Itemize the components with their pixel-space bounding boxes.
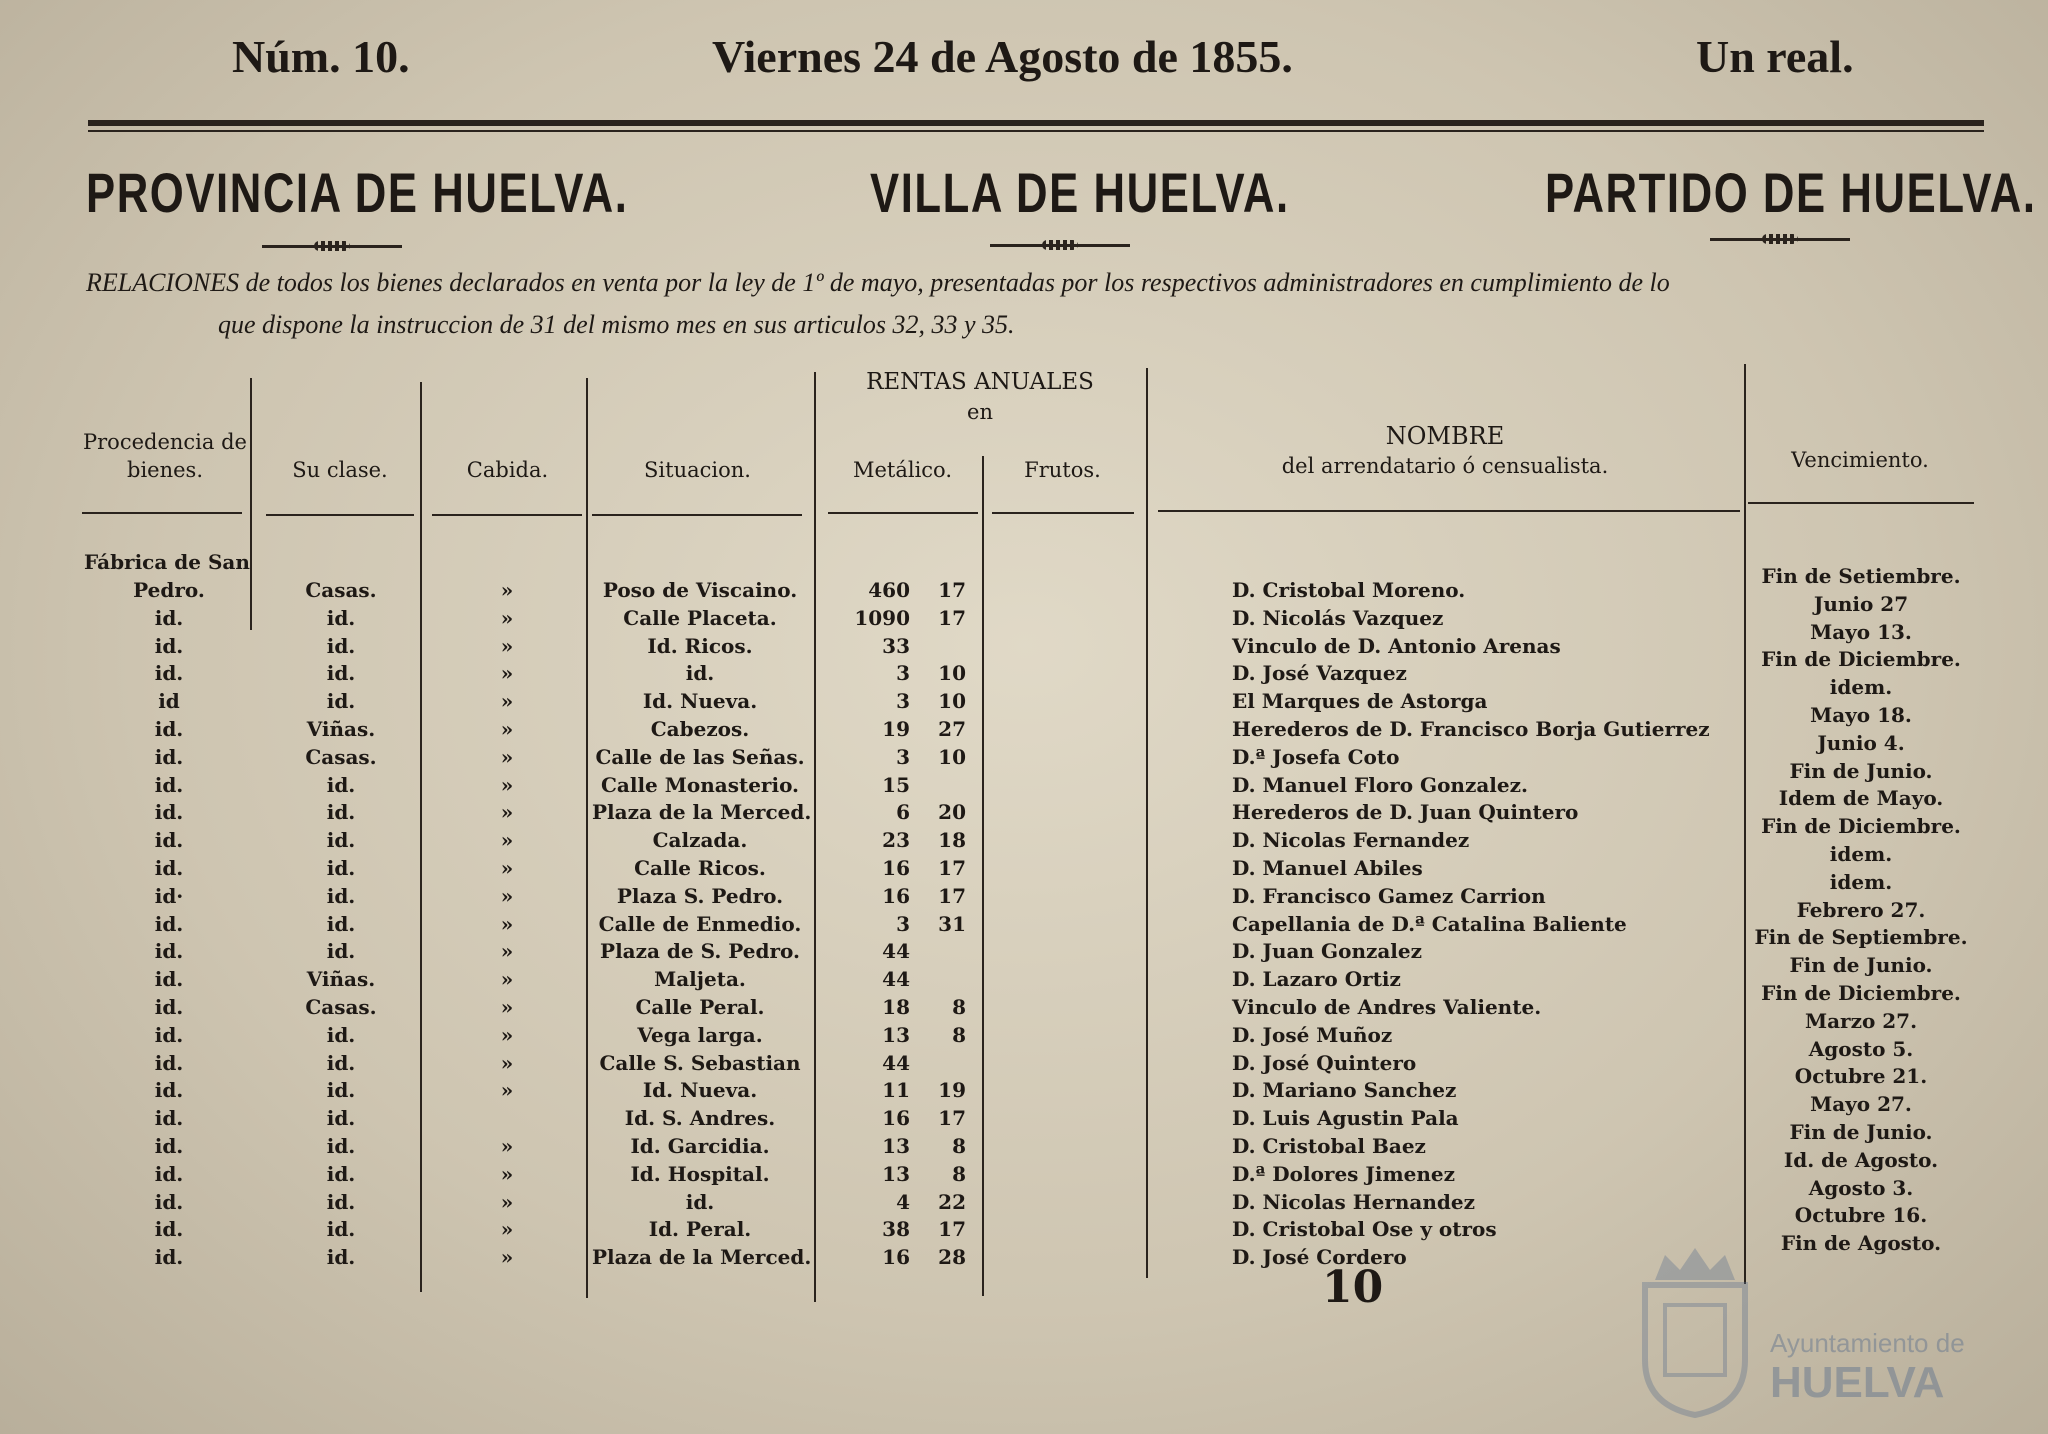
cell-metalico-cents: 8 <box>952 995 966 1019</box>
cell-clase: Casas. <box>305 995 377 1019</box>
cell-clase: id. <box>326 633 356 658</box>
cell-vencimiento: Id. de Agosto. <box>1783 1147 1939 1172</box>
cell-nombre: D. Cristobal Ose y otros <box>1232 1217 1497 1242</box>
header-nombre-sub: del arrendatario ó censualista. <box>1281 454 1609 478</box>
cell-vencimiento: Fin de Junio. <box>1789 1120 1933 1144</box>
cell-metalico-cents: 17 <box>938 578 966 602</box>
cell-clase: id. <box>326 828 356 853</box>
cell-metalico-reales: 13 <box>882 1161 910 1186</box>
cell-metalico-cents: 17 <box>938 1106 966 1131</box>
cell-clase: Viñas. <box>306 967 376 992</box>
cell-situacion: Plaza de la Merced. <box>592 1245 812 1270</box>
cell-metalico-reales: 16 <box>882 1106 910 1131</box>
cell-vencimiento: Octubre 16. <box>1794 1203 1928 1228</box>
cell-procedencia: id. <box>154 828 184 853</box>
cell-procedencia: id. <box>154 856 184 880</box>
cell-nombre: D. Mariano Sanchez <box>1232 1078 1457 1103</box>
cell-vencimiento: Junio 4. <box>1817 730 1905 755</box>
cell-metalico-cents: 10 <box>938 661 966 686</box>
cell-situacion: Plaza de S. Pedro. <box>600 939 800 964</box>
cell-metalico-reales: 13 <box>882 1134 910 1158</box>
cell-metalico-reales: 33 <box>882 633 910 658</box>
cell-metalico-reales: 16 <box>882 856 910 880</box>
cell-procedencia: id. <box>154 1245 184 1270</box>
cell-situacion: Vega larga. <box>637 1022 763 1047</box>
issue-date: Viernes 24 de Agosto de 1855. <box>712 31 1293 82</box>
cell-metalico-reales: 19 <box>882 717 910 741</box>
cell-metalico-reales: 3 <box>896 661 910 686</box>
cell-cabida: » <box>500 633 514 658</box>
cell-nombre: D. José Muñoz <box>1232 1022 1393 1047</box>
cell-cabida: » <box>500 883 514 908</box>
cell-metalico-cents: 10 <box>938 689 966 714</box>
cell-procedencia: id. <box>154 939 184 964</box>
header-underline <box>266 514 414 516</box>
cell-vencimiento: Fin de Junio. <box>1789 953 1933 978</box>
cell-clase: id. <box>326 800 356 825</box>
cell-metalico-reales: 3 <box>896 911 910 936</box>
column-rule <box>1146 368 1148 1278</box>
cell-procedencia: id. <box>154 1078 184 1103</box>
cell-vencimiento: Fin de Septiembre. <box>1754 925 1968 950</box>
header-situacion: Situacion. <box>644 458 751 482</box>
cell-nombre: D. José Cordero <box>1232 1245 1407 1270</box>
cell-situacion: Id. S. Andres. <box>624 1106 776 1131</box>
cell-clase: Viñas. <box>306 717 376 741</box>
cell-metalico-cents: 17 <box>938 883 966 908</box>
cell-procedencia: id. <box>154 633 184 658</box>
cell-nombre: D. José Vazquez <box>1232 661 1407 686</box>
cell-situacion: Calle Placeta. <box>623 605 777 630</box>
cell-cabida: » <box>500 1134 514 1158</box>
page-number: 10 <box>1322 1262 1384 1313</box>
cell-situacion: id. <box>685 1189 715 1214</box>
cell-nombre: D. Manuel Floro Gonzalez. <box>1232 772 1528 797</box>
cell-nombre: D. Luis Agustin Pala <box>1232 1106 1459 1131</box>
cell-vencimiento: Fin de Diciembre. <box>1761 814 1961 839</box>
cell-nombre: D. Nicolás Vazquez <box>1232 605 1444 630</box>
cell-nombre: D. Francisco Gamez Carrion <box>1232 883 1546 908</box>
cell-situacion: Calle de las Señas. <box>595 744 805 769</box>
cell-nombre: D. Juan Gonzalez <box>1232 939 1422 964</box>
cell-nombre: Vinculo de D. Antonio Arenas <box>1232 633 1561 658</box>
cell-procedencia: id <box>158 689 180 714</box>
cell-situacion: Calzada. <box>652 828 748 853</box>
cell-cabida: » <box>500 967 514 992</box>
cell-procedencia: id. <box>154 1161 184 1186</box>
cell-cabida: » <box>500 856 514 880</box>
cell-situacion: Id. Nueva. <box>642 1078 758 1103</box>
watermark-line-2: HUELVA <box>1770 1358 1945 1407</box>
column-rule <box>420 382 422 1292</box>
cell-metalico-cents: 31 <box>938 911 966 936</box>
cell-vencimiento: Junio 27 <box>1813 591 1909 616</box>
cell-clase: Casas. <box>305 744 377 769</box>
header-underline <box>432 514 582 516</box>
cell-clase: id. <box>326 911 356 936</box>
cell-nombre: D. José Quintero <box>1232 1050 1417 1075</box>
cell-procedencia: id. <box>154 1022 184 1047</box>
watermark-line-1: Ayuntamiento de <box>1770 1328 1965 1358</box>
cell-metalico-reales: 44 <box>882 939 910 964</box>
cell-clase: id. <box>326 661 356 686</box>
cell-situacion: Calle S. Sebastian <box>599 1050 801 1075</box>
cell-cabida: » <box>500 717 514 741</box>
cell-situacion: Cabezos. <box>650 717 750 741</box>
cell-situacion: Calle Peral. <box>635 995 765 1019</box>
cell-procedencia: id. <box>154 800 184 825</box>
header-underline <box>992 512 1134 514</box>
cell-metalico-reales: 3 <box>896 689 910 714</box>
cell-nombre: Vinculo de Andres Valiente. <box>1232 995 1542 1019</box>
title-provincia: PROVINCIA DE HUELVA. <box>86 161 629 224</box>
cell-metalico-cents: 17 <box>938 856 966 880</box>
cell-nombre: D. Nicolas Fernandez <box>1232 828 1470 853</box>
cell-vencimiento: idem. <box>1829 842 1893 866</box>
cell-vencimiento: Mayo 27. <box>1810 1092 1912 1117</box>
cell-nombre: Herederos de D. Juan Quintero <box>1232 800 1579 825</box>
ornament-center <box>990 244 1130 247</box>
cell-vencimiento: Marzo 27. <box>1804 1008 1918 1033</box>
header-vencimiento: Vencimiento. <box>1791 448 1929 472</box>
cell-cabida: » <box>500 772 514 797</box>
cell-metalico-reales: 460 <box>868 578 910 602</box>
cell-metalico-reales: 11 <box>882 1078 910 1103</box>
header-cabida: Cabida. <box>466 458 549 482</box>
cell-situacion: id. <box>685 661 715 686</box>
cell-metalico-reales: 44 <box>882 1050 910 1075</box>
cell-procedencia: id. <box>154 661 184 686</box>
cell-vencimiento: Agosto 3. <box>1808 1175 1914 1200</box>
cell-situacion: Calle Ricos. <box>634 856 766 880</box>
cell-nombre: D. Nicolas Hernandez <box>1232 1189 1475 1214</box>
cell-procedencia: id. <box>154 772 184 797</box>
header-frutos: Frutos. <box>1024 458 1101 482</box>
cell-cabida: » <box>500 800 514 825</box>
cell-clase: id. <box>326 883 356 908</box>
cell-metalico-reales: 13 <box>882 1022 910 1047</box>
cell-cabida: » <box>500 1189 514 1214</box>
cell-metalico-reales: 3 <box>896 744 910 769</box>
cell-vencimiento: Idem de Mayo. <box>1778 786 1944 811</box>
ornament-right <box>1710 238 1850 241</box>
cell-vencimiento: idem. <box>1829 675 1893 700</box>
cell-metalico-reales: 6 <box>896 800 910 825</box>
header-underline <box>1158 510 1740 512</box>
cell-vencimiento: Octubre 21. <box>1794 1064 1928 1089</box>
cell-situacion: Id. Hospital. <box>630 1161 770 1186</box>
cell-metalico-reales: 44 <box>882 967 910 992</box>
cell-metalico-cents: 27 <box>938 717 966 741</box>
cell-nombre: D.ª Josefa Coto <box>1232 744 1400 769</box>
cell-procedencia: id. <box>154 605 184 630</box>
cell-metalico-cents: 22 <box>938 1189 966 1214</box>
header-metalico: Metálico. <box>852 458 953 482</box>
cell-clase: id. <box>326 1217 356 1242</box>
cell-metalico-cents: 17 <box>938 605 966 630</box>
cell-metalico-reales: 16 <box>882 883 910 908</box>
cell-clase: id. <box>326 1078 356 1103</box>
cell-cabida: » <box>500 828 514 853</box>
cell-procedencia: id. <box>154 1217 184 1242</box>
cell-vencimiento: Fin de Junio. <box>1789 758 1933 783</box>
issue-number: Núm. 10. <box>232 31 410 82</box>
cell-metalico-reales: 15 <box>882 772 910 797</box>
column-rule <box>586 378 588 1298</box>
cell-metalico-reales: 18 <box>882 995 910 1019</box>
title-partido: PARTIDO DE HUELVA. <box>1545 161 2037 224</box>
cell-situacion: Plaza de la Merced. <box>592 800 812 825</box>
intro-line-1: RELACIONES de todos los bienes declarados en venta por la ley de 1º de mayo, presentadas por los respectivos administradores en cumplimiento de lo <box>86 268 1670 297</box>
header-procedencia <box>80 428 250 484</box>
cell-clase: id. <box>326 1161 356 1186</box>
cell-situacion: Id. Peral. <box>648 1217 752 1242</box>
cell-vencimiento: idem. <box>1829 869 1893 894</box>
header-underline <box>82 512 242 514</box>
cell-procedencia: id. <box>154 717 184 741</box>
cell-metalico-cents: 19 <box>938 1078 966 1103</box>
cell-metalico-cents: 10 <box>938 744 966 769</box>
coat-of-arms-watermark <box>1630 1240 1760 1420</box>
cell-situacion: Id. Nueva. <box>642 689 758 714</box>
header-rentas-en: en <box>967 400 993 424</box>
cell-clase: id. <box>326 1245 356 1270</box>
column-rule <box>814 372 816 1302</box>
cell-clase: id. <box>326 1050 356 1075</box>
cell-vencimiento: Febrero 27. <box>1796 897 1926 922</box>
cell-situacion: Calle Monasterio. <box>600 772 800 797</box>
cell-metalico-cents: 20 <box>938 800 966 825</box>
masthead-rule <box>88 120 1984 126</box>
cell-clase: id. <box>326 1134 356 1158</box>
title-villa: VILLA DE HUELVA. <box>870 161 1290 224</box>
header-procedencia-line1: Procedencia de <box>83 430 247 454</box>
cell-clase: id. <box>326 856 356 880</box>
cell-procedencia: id. <box>154 1134 184 1158</box>
cell-clase: id. <box>326 939 356 964</box>
column-rule <box>982 456 984 1296</box>
cell-situacion: Calle de Enmedio. <box>598 911 802 936</box>
cell-cabida: » <box>500 661 514 686</box>
cell-nombre: D. Cristobal Baez <box>1232 1134 1426 1158</box>
cell-metalico-cents: 8 <box>952 1022 966 1047</box>
cell-metalico-cents: 8 <box>952 1161 966 1186</box>
cell-vencimiento: Fin de Diciembre. <box>1761 647 1961 672</box>
header-underline <box>592 514 802 516</box>
cell-metalico-cents: 18 <box>938 828 966 853</box>
cell-cabida: » <box>500 578 514 602</box>
header-nombre: NOMBRE <box>1385 422 1505 450</box>
cell-situacion: Poso de Viscaino. <box>602 578 798 602</box>
cell-situacion: Plaza S. Pedro. <box>616 883 784 908</box>
cell-cabida: » <box>500 605 514 630</box>
cell-clase: id. <box>326 1106 356 1131</box>
cell-nombre: D. Manuel Abiles <box>1232 856 1423 880</box>
cell-metalico-reales: 38 <box>882 1217 910 1242</box>
cell-metalico-cents: 28 <box>938 1245 966 1270</box>
cell-procedencia: id. <box>154 744 184 769</box>
cell-metalico-cents: 17 <box>938 1217 966 1242</box>
cell-situacion: Id. Ricos. <box>647 633 753 658</box>
header-rentas: RENTAS ANUALES <box>866 369 1094 395</box>
cell-clase: id. <box>326 605 356 630</box>
cell-clase: Casas. <box>305 578 377 602</box>
cell-procedencia: id. <box>154 1050 184 1075</box>
cell-procedencia: id. <box>154 995 184 1019</box>
ornament-left <box>262 245 402 248</box>
cell-vencimiento: Mayo 13. <box>1810 619 1912 644</box>
cell-cabida: » <box>500 1078 514 1103</box>
cell-vencimiento: Mayo 18. <box>1810 703 1912 727</box>
cell-metalico-reales: 1090 <box>854 605 910 630</box>
cell-cabida: » <box>500 744 514 769</box>
cell-cabida: » <box>500 995 514 1019</box>
cell-metalico-reales: 16 <box>882 1245 910 1270</box>
cell-procedencia: id. <box>154 911 184 936</box>
cell-procedencia: Pedro. <box>133 578 205 602</box>
cell-cabida: » <box>500 1245 514 1270</box>
cell-procedencia: id. <box>154 967 184 992</box>
cell-cabida: » <box>500 939 514 964</box>
cell-metalico-cents: 8 <box>952 1134 966 1158</box>
cell-procedencia: id. <box>154 1189 184 1214</box>
cell-vencimiento: Agosto 5. <box>1808 1036 1914 1061</box>
cell-vencimiento: Fin de Diciembre. <box>1761 981 1961 1005</box>
cell-clase: id. <box>326 772 356 797</box>
cell-clase: id. <box>326 1189 356 1214</box>
issue-price: Un real. <box>1696 31 1854 82</box>
cell-vencimiento: Fin de Setiembre. <box>1761 564 1961 588</box>
cell-cabida: » <box>500 1022 514 1047</box>
header-procedencia-line2: bienes. <box>127 458 203 482</box>
cell-nombre: Capellania de D.ª Catalina Baliente <box>1232 911 1627 936</box>
header-underline <box>828 512 978 514</box>
cell-cabida: » <box>500 1161 514 1186</box>
cell-cabida: » <box>500 689 514 714</box>
cell-metalico-reales: 4 <box>896 1189 910 1214</box>
cell-situacion: Id. Garcidia. <box>630 1134 770 1158</box>
cell-nombre: D. Lazaro Ortiz <box>1232 967 1401 992</box>
cell-cabida: » <box>500 911 514 936</box>
intro-line-2: que dispone la instruccion de 31 del mismo mes en sus articulos 32, 33 y 35. <box>218 310 1015 339</box>
cell-situacion: Maljeta. <box>654 967 746 992</box>
cell-clase: id. <box>326 1022 356 1047</box>
cell-vencimiento: Fin de Agosto. <box>1780 1231 1942 1256</box>
masthead-rule-thin <box>88 130 1984 132</box>
cell-nombre: D. Cristobal Moreno. <box>1232 578 1466 602</box>
cell-nombre: Herederos de D. Francisco Borja Gutierrez <box>1232 717 1710 741</box>
header-clase: Su clase. <box>292 458 388 482</box>
cell-metalico-reales: 23 <box>882 828 910 853</box>
cell-procedencia: id· <box>154 883 184 908</box>
cell-cabida: » <box>500 1217 514 1242</box>
cell-clase: id. <box>326 689 356 714</box>
header-underline <box>1748 502 1974 504</box>
first-row-label: Fábrica de San <box>84 550 250 574</box>
cell-nombre: El Marques de Astorga <box>1232 689 1488 714</box>
cell-procedencia: id. <box>154 1106 184 1131</box>
column-rule <box>1744 364 1746 1284</box>
cell-cabida: » <box>500 1050 514 1075</box>
cell-nombre: D.ª Dolores Jimenez <box>1232 1161 1455 1186</box>
